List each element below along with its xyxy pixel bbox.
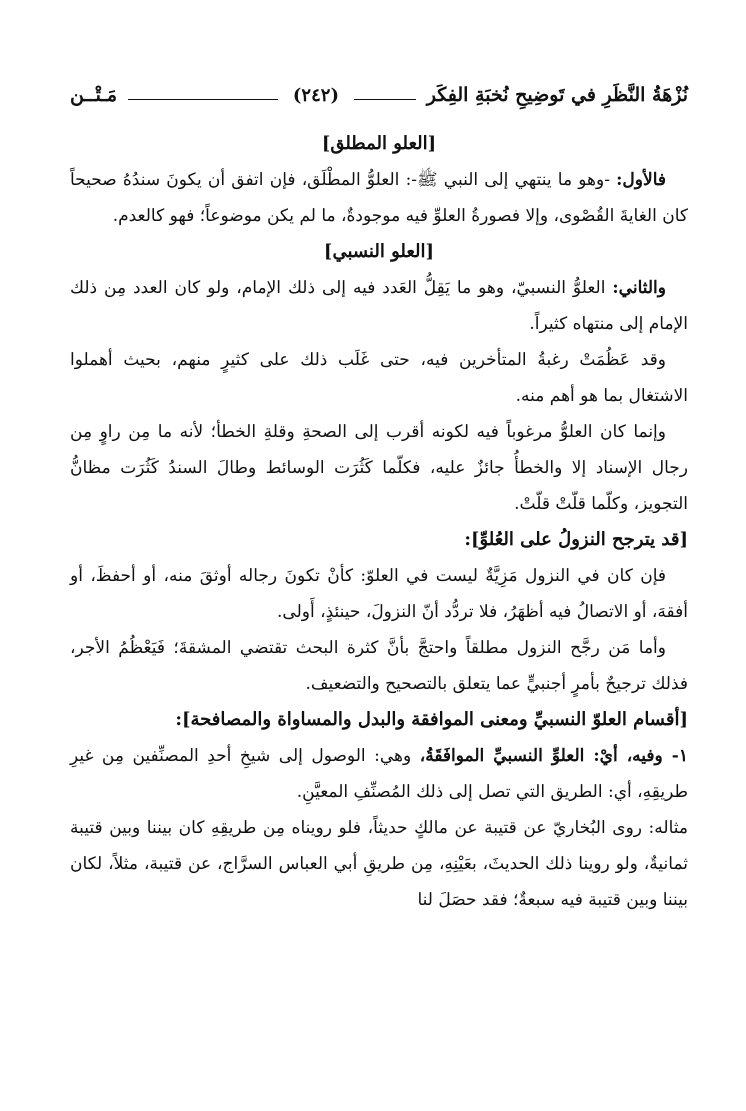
- book-title: نُزْهَةُ النَّظَرِ في تَوضِيحِ نُخبَةِ الفِكَر: [426, 84, 688, 106]
- section-heading: [قد يترجح النزولُ على العُلوِّ]:: [464, 529, 688, 550]
- paragraph: [70, 738, 688, 810]
- section-heading: [العلو النسبي]: [323, 241, 435, 262]
- paragraph-text: فإن كان في النزول مَزِيَّةٌ ليست في العلوّ: كأنْ تكونَ رجاله أوثقَ منه، أو أحفظَ، أو أفقهَ، أو الاتصالُ فيه أظهَرُ، فلا تردُّد أنّ النزولَ، حينئذٍ، أَولى.: [70, 566, 688, 622]
- paragraph-text: مثاله: روى البُخاريّ عن قتيبة عن مالكٍ حديثاً، فلو رويناه مِن طريقِهِ كان بيننا وبين قتيبة ثمانيةٌ، ولو روينا ذلك الحديثَ، بعَيْنِهِ، مِن طريقِ أبي العباس السرَّاج، عن قتيبة، مثلاً، لكان بيننا وبين قتيبة فيه سبعةٌ؛ فقد حصَلَ لنا: [70, 818, 688, 910]
- page-header: [70, 78, 688, 112]
- header-rule: [354, 99, 416, 100]
- paragraph-text: وقد عَظُمَتْ رغبةُ المتأخرين فيه، حتى غَلَب ذلك على كثيرٍ منهم، بحيث أهملوا الاشتغال بما هو أهم منه.: [70, 350, 688, 406]
- section-heading: [أقسام العلوّ النسبيِّ ومعنى الموافقة والبدل والمساواة والمصافحة]:: [175, 709, 688, 730]
- section-heading: [العلو المطلق]: [321, 133, 437, 154]
- page-number: (٢٤٢): [292, 84, 339, 106]
- paragraph: [70, 162, 688, 234]
- document-page: [70, 78, 688, 918]
- paragraph-lead: فالأول:: [616, 170, 666, 190]
- header-rule: [128, 99, 278, 100]
- paragraph: [70, 270, 688, 342]
- body-text: [70, 126, 688, 918]
- paragraph: [70, 558, 688, 630]
- paragraph-text: -وهو ما ينتهي إلى النبي ﷺ-: العلوُّ المطْلَق، فإن اتفق أن يكونَ سندُهُ صحيحاً كان الغايةَ القُصْوى، وإلا فصورةُ العلوِّ فيه موجودةٌ، ما لم يكن موضوعاً؛ فهو كالعدم.: [70, 170, 688, 226]
- paragraph-text: وإنما كان العلوُّ مرغوباً فيه لكونه أقرب إلى الصحةِ وقلةِ الخطأ؛ لأنه ما مِن راوٍ مِن رجال الإسناد إلا والخطأُ جائزٌ عليه، فكلّما كَثُرَت الوسائط وطالَ السندُ كَثُرَت مظانُّ التجويز، وكلّما قلّتْ قلّتْ.: [70, 422, 688, 514]
- paragraph: [70, 810, 688, 918]
- paragraph: [70, 630, 688, 702]
- paragraph-text: العلوُّ النسبيّ، وهو ما يَقِلُّ العَدد فيه إلى ذلك الإمام، ولو كان العدد مِن ذلك الإمام إلى منتهاه كثيراً.: [70, 278, 688, 334]
- paragraph: [70, 342, 688, 414]
- paragraph-text: وأما مَن رجَّح النزول مطلقاً واحتجَّ بأنَّ كثرة البحث تقتضي المشقةَ؛ فَيَعْظُمُ الأجر، فذلك ترجيحٌ بأمرٍ أجنبيٍّ عما يتعلق بالتصحيح والتضعيف.: [70, 638, 688, 694]
- paragraph-lead: والثاني:: [612, 278, 666, 298]
- paragraph-lead: ١- وفيه، أيْ: العلوِّ النسبيِّ الموافَقَةُ،: [419, 746, 688, 766]
- paragraph-text: وهي: الوصول إلى شيخِ أحدِ المصنِّفين مِن غيرِ طريقِهِ، أي: الطريق التي تصل إلى ذلك المُصنِّفِ المعيَّنِ.: [70, 746, 688, 802]
- section-label: مَـتْــن: [70, 84, 118, 106]
- paragraph: [70, 414, 688, 522]
